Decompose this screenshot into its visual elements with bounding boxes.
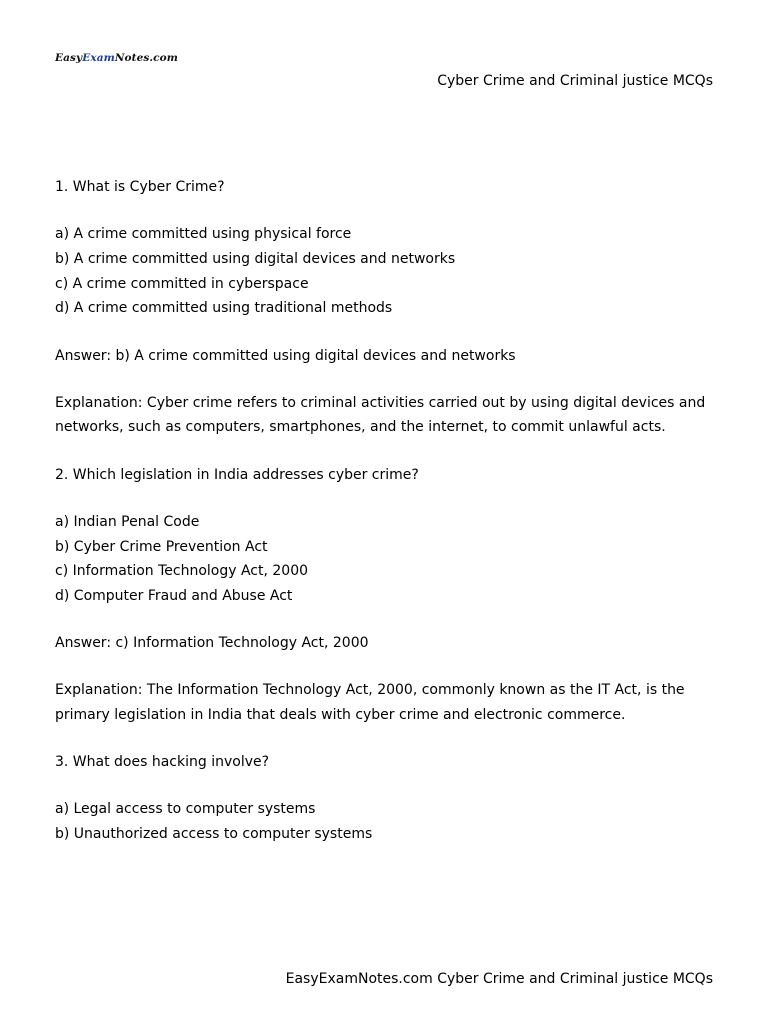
question-3-text: 3. What does hacking involve?: [55, 754, 270, 771]
question-2-explanation: Explanation: The Information Technology Act, 2000, commonly known as the IT Act, is the primary legislation in India that deals with cyber crime and electronic commerce.: [55, 682, 685, 724]
question-1-explanation: Explanation: Cyber crime refers to criminal activities carried out by using digital devices and networks, such as computers, smartphones, and the internet, to commit unlawful acts.: [55, 394, 706, 436]
question-2-option-a: a) Indian Penal Code: [55, 513, 200, 530]
question-3-option-a: a) Legal access to computer systems: [55, 801, 316, 818]
logo-text-notes: Notes.com: [114, 52, 178, 64]
document-body: [55, 175, 715, 847]
question-2-option-d: d) Computer Fraud and Abuse Act: [55, 587, 293, 604]
question-1-option-b: b) A crime committed using digital devices and networks: [55, 250, 456, 267]
site-logo: [55, 52, 178, 64]
question-1-option-c: c) A crime committed in cyberspace: [55, 275, 309, 292]
question-1-option-a: a) A crime committed using physical force: [55, 226, 352, 243]
question-1-option-d: d) A crime committed using traditional methods: [55, 300, 393, 317]
question-1-answer: Answer: b) A crime committed using digital devices and networks: [55, 347, 516, 364]
question-2-text: 2. Which legislation in India addresses cyber crime?: [55, 466, 419, 483]
logo-text-exam: Exam: [82, 52, 115, 64]
question-1-text: 1. What is Cyber Crime?: [55, 179, 225, 195]
question-2-answer: Answer: c) Information Technology Act, 2000: [55, 635, 369, 652]
page-header-title: Cyber Crime and Criminal justice MCQs: [437, 73, 713, 89]
question-2-option-c: c) Information Technology Act, 2000: [55, 563, 309, 580]
question-3-option-b: b) Unauthorized access to computer systems: [55, 826, 373, 843]
page-footer: EasyExamNotes.com Cyber Crime and Criminal justice MCQs: [285, 971, 713, 987]
logo-text-easy: Easy: [55, 52, 83, 64]
question-2-option-b: b) Cyber Crime Prevention Act: [55, 538, 268, 555]
